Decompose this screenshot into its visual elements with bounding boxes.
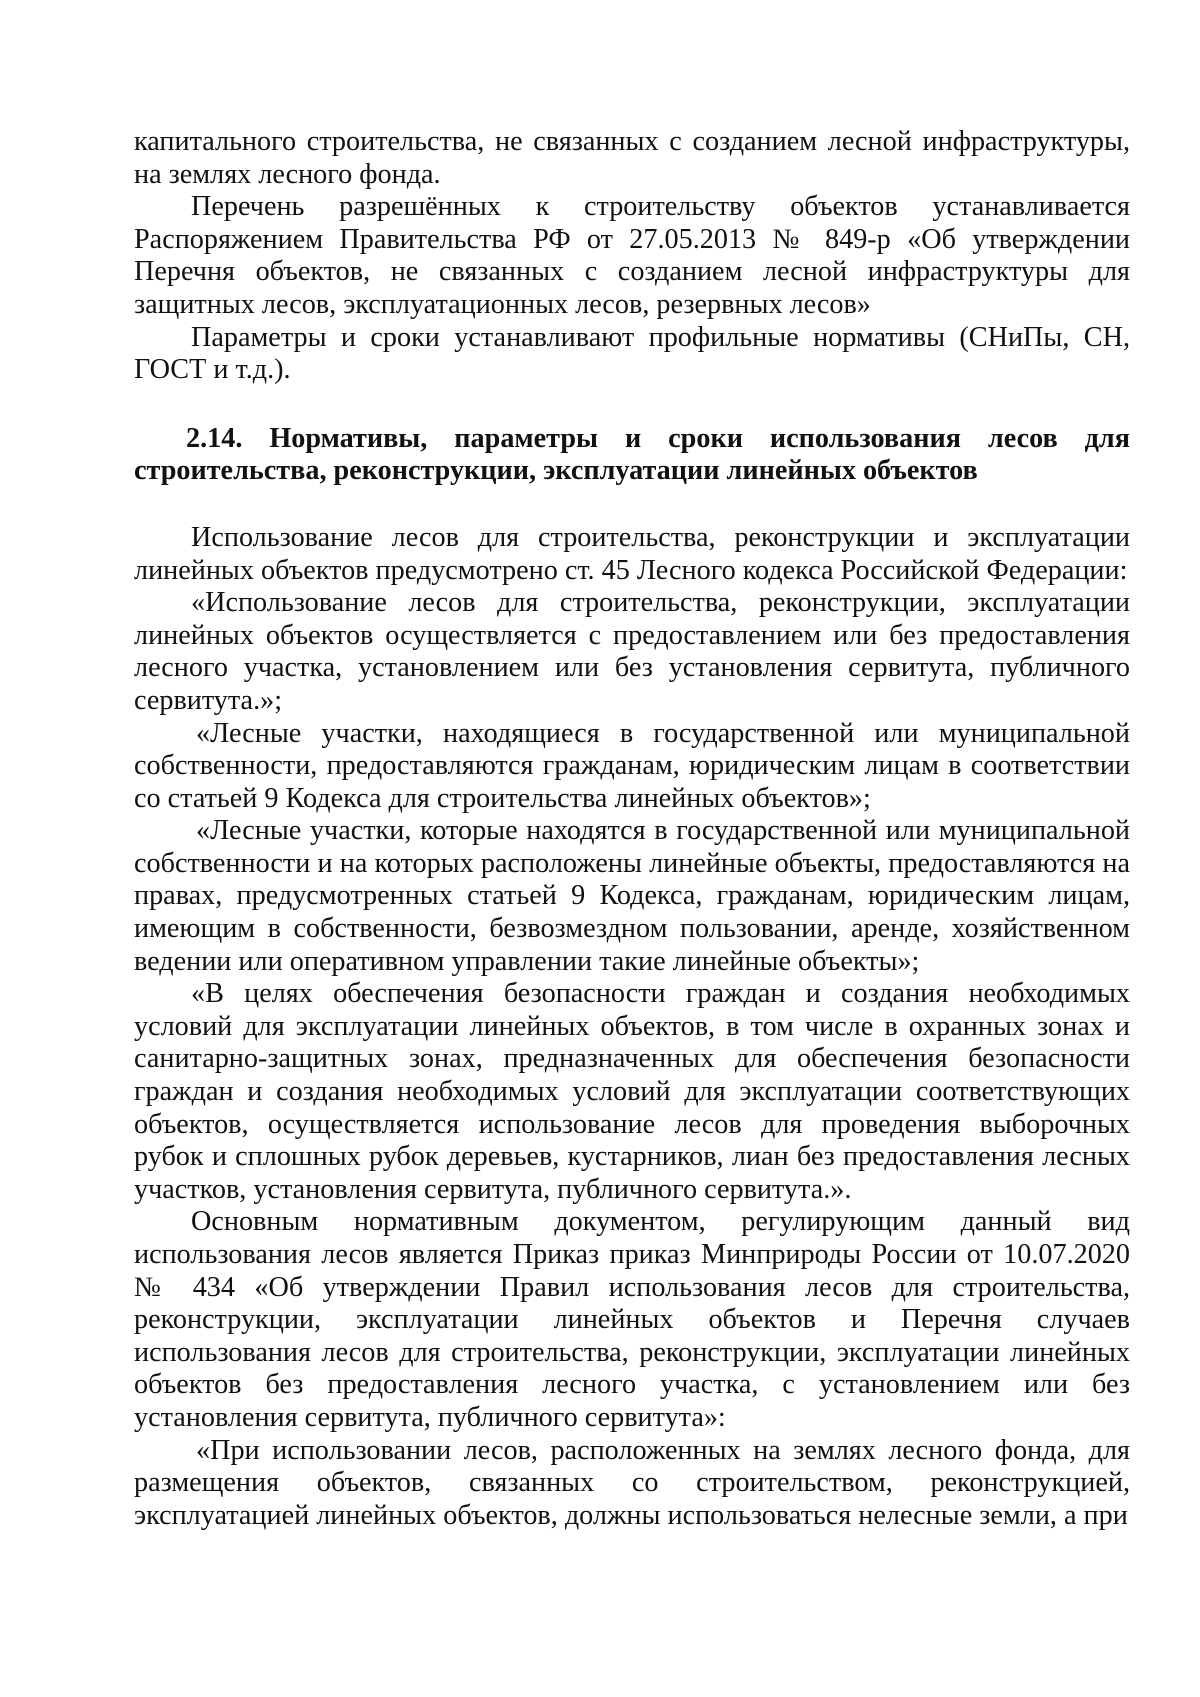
- paragraph-object-list: Перечень разрешённых к строительству объектов устанавливается Распоряжением Правительства РФ от 27.05.2013 № 849-р «Об утверждении Перечня объектов, не связанных с созданием лесной инфраструктуры для защитных лесов, эксплуатационных лесов, резервных лесов»: [134, 191, 1130, 320]
- quote-nonforest-lands: «При использовании лесов, расположенных на землях лесного фонда, для размещения объектов, связанных со строительством, реконструкцией, эксплуатацией линейных объектов, должны использоваться нелесные земли, а при: [134, 1434, 1130, 1531]
- paragraph-continuation: капитального строительства, не связанных с созданием лесной инфраструктуры, на землях лесного фонда.: [134, 126, 1130, 190]
- document-page: [134, 126, 1130, 1532]
- quote-forest-use: «Использование лесов для строительства, реконструкции, эксплуатации линейных объектов осуществляется с предоставлением или без предоставления лесного участка, установлением или без установления сервитута, публичного сервитута.»;: [134, 587, 1130, 716]
- quote-land-plots-rights: «Лесные участки, которые находятся в государственной или муниципальной собственности и на которых расположены линейные объекты, предоставляются на правах, предусмотренных статьей 9 Кодекса, гражданам, юридическим лицам, имеющим в собственности, безвозмездном пользовании, аренде, хозяйственном ведении или оперативном управлении такие линейные объекты»;: [134, 815, 1130, 977]
- paragraph-forest-code: Использование лесов для строительства, реконструкции и эксплуатации линейных объектов предусмотрено ст. 45 Лесного кодекса Российской Федерации:: [134, 521, 1130, 586]
- paragraph-order: Основным нормативным документом, регулирующим данный вид использования лесов является Приказ приказ Минприроды России от 10.07.2020 № 434 «Об утверждении Правил использования лесов для строительства, реконструкции, эксплуатации линейных объектов и Перечня случаев использования лесов для строительства, реконструкции, эксплуатации линейных объектов без предоставления лесного участка, с установлением или без установления сервитута, публичного сервитута»:: [134, 1206, 1130, 1433]
- section-heading: 2.14. Нормативы, параметры и сроки использования лесов для строительства, реконструкции, эксплуатации линейных объектов: [134, 422, 1130, 487]
- quote-land-plots: «Лесные участки, находящиеся в государственной или муниципальной собственности, предоставляются гражданам, юридическим лицам в соответствии со статьей 9 Кодекса для строительства линейных объектов»;: [134, 717, 1130, 814]
- paragraph-parameters: Параметры и сроки устанавливают профильные нормативы (СНиПы, СН, ГОСТ и т.д.).: [134, 321, 1130, 386]
- quote-safety: «В целях обеспечения безопасности граждан и создания необходимых условий для эксплуатации линейных объектов, в том числе в охранных зонах и санитарно-защитных зонах, предназначенных для обеспечения безопасности граждан и создания необходимых условий для эксплуатации соответствующих объектов, осуществляется использование лесов для проведения выборочных рубок и сплошных рубок деревьев, кустарников, лиан без предоставления лесных участков, установления сервитута, публичного сервитута.».: [134, 978, 1130, 1205]
